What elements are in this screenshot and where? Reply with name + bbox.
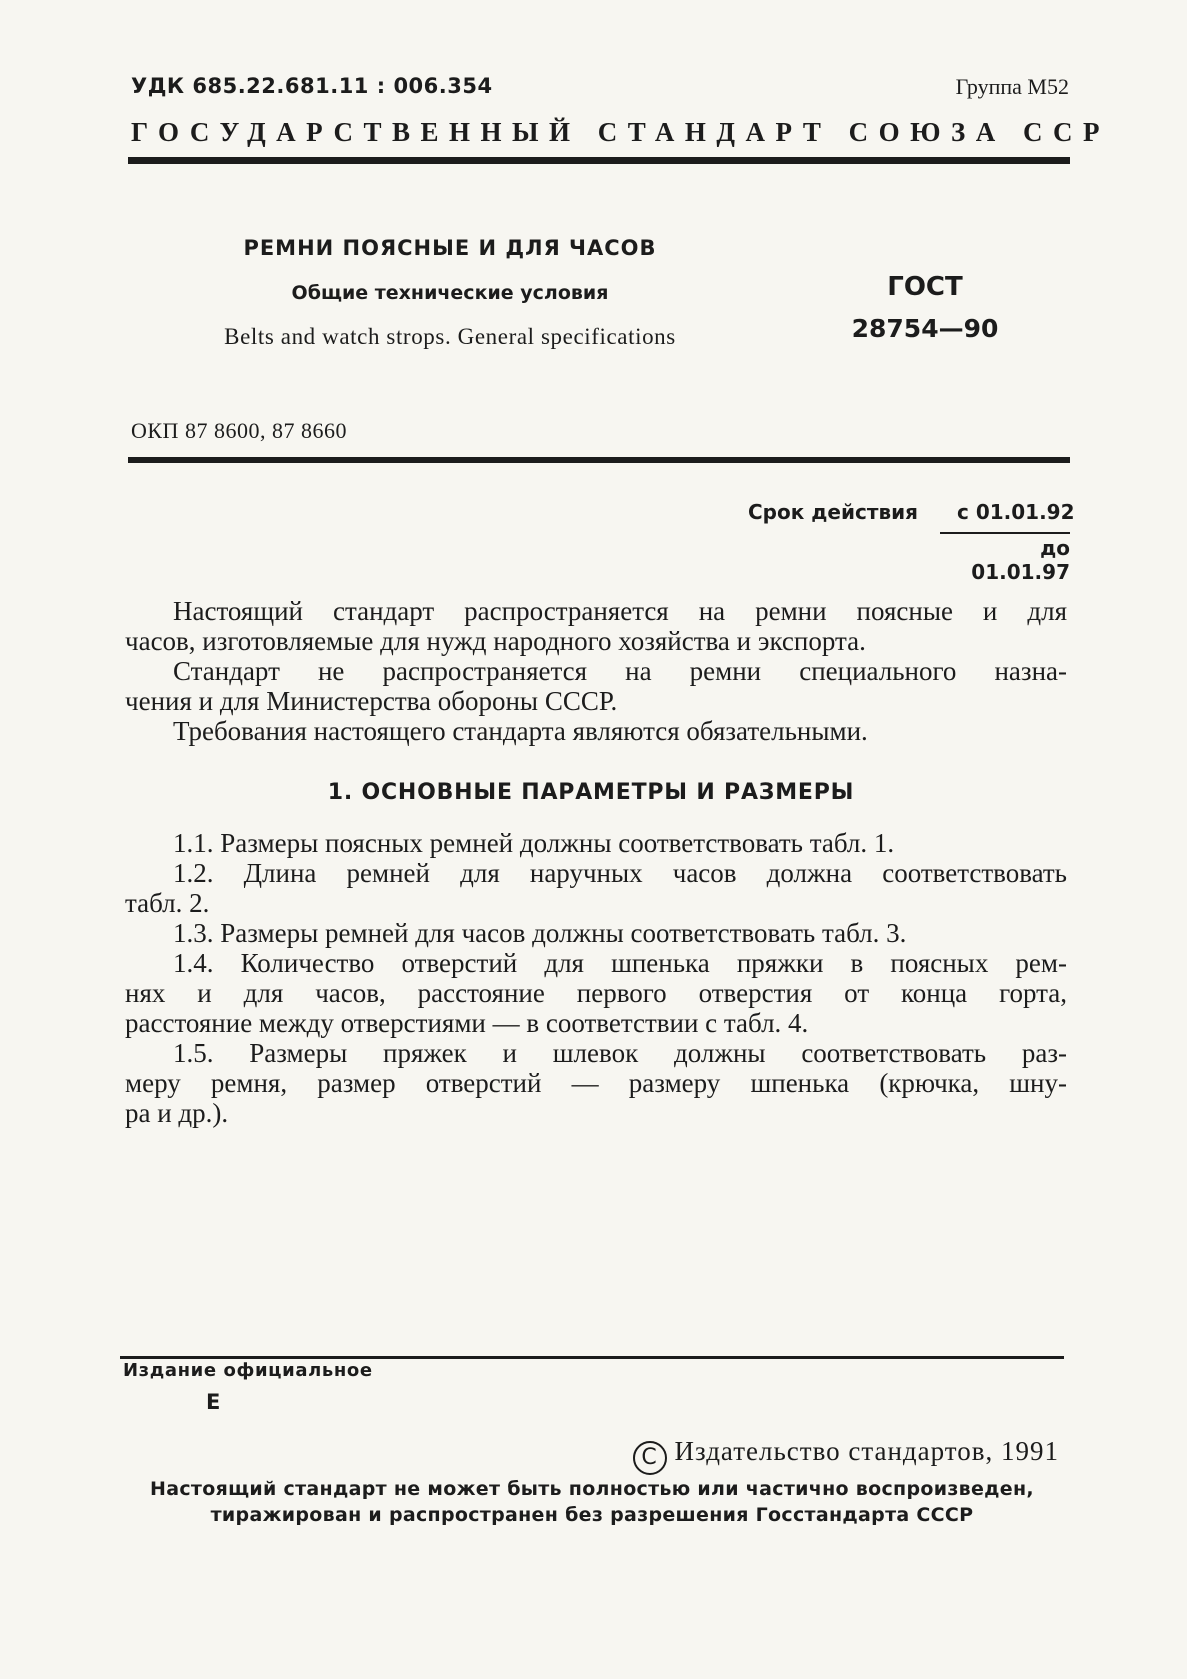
- document-title-english: Belts and watch strops. General specifications: [224, 324, 676, 349]
- validity-label: Срок действия: [748, 500, 918, 524]
- copyright-line: [633, 1436, 1059, 1475]
- footer-divider: [120, 1356, 1064, 1359]
- notice-line: Настоящий стандарт не может быть полностью или частично воспроизведен,: [150, 1478, 1034, 1500]
- intro-paragraph-mandatory: [125, 716, 1067, 746]
- edition-label: Издание официальное: [123, 1360, 373, 1381]
- category-letter: Е: [206, 1390, 221, 1414]
- copyright-text: Издательство стандартов, 1991: [674, 1436, 1059, 1466]
- text-line: чения и для Министерства обороны СССР.: [125, 686, 618, 716]
- group-code: Группа М52: [955, 74, 1069, 99]
- text-line: ра и др.).: [125, 1098, 229, 1128]
- udk-code: УДК 685.22.681.11 : 006.354: [131, 74, 493, 98]
- notice-line: тиражирован и распространен без разрешения Госстандарта СССР: [210, 1504, 974, 1526]
- section-heading: 1. ОСНОВНЫЕ ПАРАМЕТРЫ И РАЗМЕРЫ: [327, 780, 855, 805]
- gost-label: ГОСТ: [887, 272, 963, 302]
- text-line: часов, изготовляемые для нужд народного хозяйства и экспорта.: [125, 626, 866, 656]
- text-line: нях и для часов, расстояние первого отверстия от конца горта,: [125, 978, 1067, 1008]
- clause-1-2: [125, 858, 1067, 918]
- text-line: Стандарт не распространяется на ремни специального назна-: [173, 656, 1067, 686]
- clause-1-3: [125, 918, 1067, 948]
- text-line: расстояние между отверстиями — в соответствии с табл. 4.: [125, 1008, 809, 1038]
- text-line: 1.1. Размеры поясных ремней должны соответствовать табл. 1.: [173, 828, 895, 858]
- clause-1-5: [125, 1038, 1067, 1128]
- gost-number: 28754—90: [851, 314, 999, 343]
- validity-to: до 01.01.97: [940, 532, 1070, 584]
- text-line: меру ремня, размер отверстий — размеру шпенька (крючка, шну-: [125, 1068, 1067, 1098]
- document-subtitle: Общие технические условия: [291, 282, 609, 304]
- text-line: табл. 2.: [125, 888, 210, 918]
- intro-paragraph-exclusion: [125, 656, 1067, 716]
- intro-paragraph-scope: [125, 596, 1067, 656]
- validity-from: с 01.01.92: [957, 500, 1075, 524]
- text-line: Требования настоящего стандарта являются обязательными.: [173, 716, 868, 746]
- reproduction-notice: [120, 1476, 1064, 1528]
- okp-code: ОКП 87 8600, 87 8660: [131, 418, 347, 443]
- clause-1-4: [125, 948, 1067, 1038]
- text-line: 1.4. Количество отверстий для шпенька пряжки в поясных рем-: [173, 948, 1067, 978]
- text-line: 1.2. Длина ремней для наручных часов должна соответствовать: [173, 858, 1067, 888]
- copyright-icon: С: [633, 1441, 667, 1475]
- text-line: 1.5. Размеры пряжек и шлевок должны соответствовать раз-: [173, 1038, 1067, 1068]
- clause-1-1: [125, 828, 1067, 858]
- title-divider: [128, 457, 1070, 463]
- text-line: 1.3. Размеры ремней для часов должны соответствовать табл. 3.: [173, 918, 907, 948]
- state-standard-heading: ГОСУДАРСТВЕННЫЙ СТАНДАРТ СОЮЗА ССР: [131, 117, 1110, 147]
- document-title: РЕМНИ ПОЯСНЫЕ И ДЛЯ ЧАСОВ: [243, 236, 657, 260]
- text-line: Настоящий стандарт распространяется на ремни поясные и для: [173, 596, 1067, 626]
- header-divider: [128, 157, 1070, 164]
